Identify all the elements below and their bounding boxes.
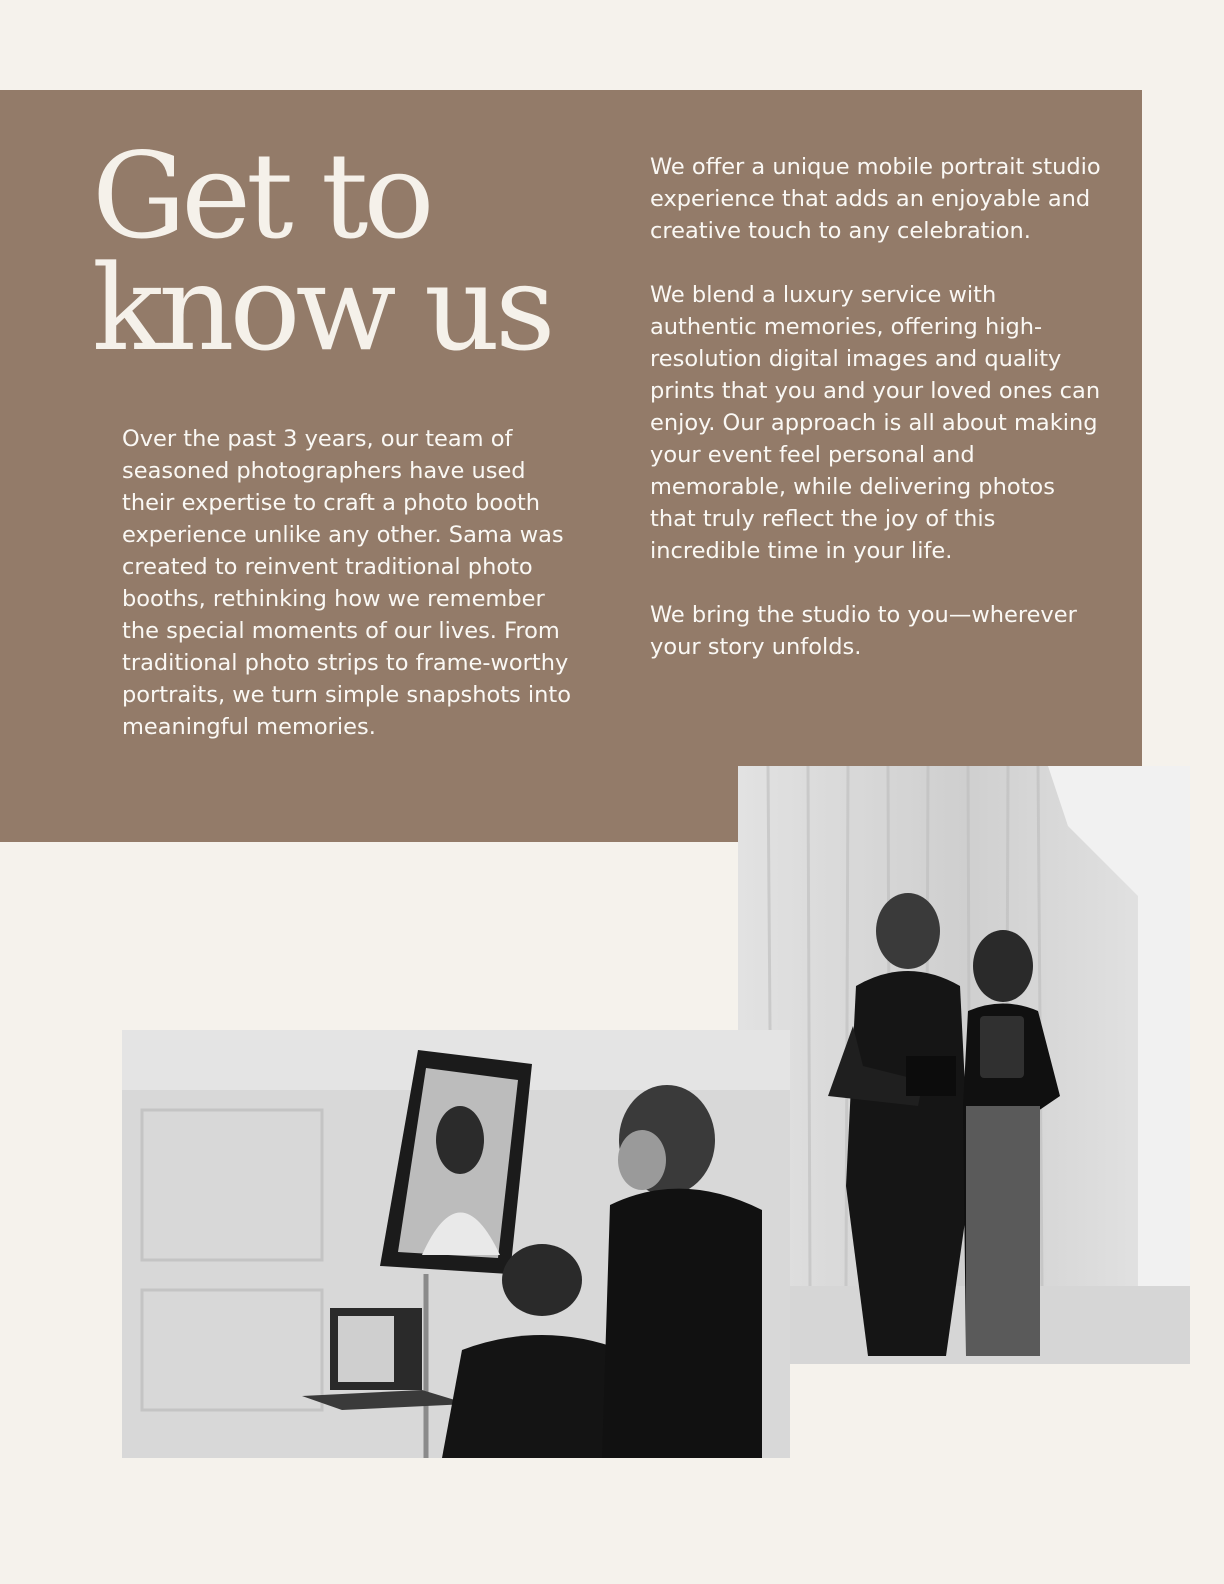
title-line-1: Get to <box>92 127 430 265</box>
title-line-2: know us <box>92 239 551 377</box>
photo-booth-monitor-setup <box>122 1030 790 1458</box>
about-paragraph-2: We blend a luxury service with authentic memories, offering high-resolution digital images and quality prints that you and your loved ones can enjoy. Our approach is all about making your event feel personal and memorable, while delivering photos that truly reflect the joy of this incredible time in your life. <box>650 282 1101 564</box>
about-column <box>650 151 1106 695</box>
about-paragraph-1: We offer a unique mobile portrait studio experience that adds an enjoyable and creative touch to any celebration. <box>650 154 1101 244</box>
about-paragraph-3: We bring the studio to you—wherever your story unfolds. <box>650 602 1077 660</box>
intro-paragraph: Over the past 3 years, our team of seasoned photographers have used their expertise to craft a photo booth experience unlike any other. Sama was created to reinvent traditional photo booths, rethinking how we remember the special moments of our lives. From traditional photo strips to frame-worthy portraits, we turn simple snapshots into meaningful memories. <box>122 426 572 740</box>
photo-team-reviewing-camera <box>738 766 1190 1364</box>
page-title <box>92 127 551 377</box>
